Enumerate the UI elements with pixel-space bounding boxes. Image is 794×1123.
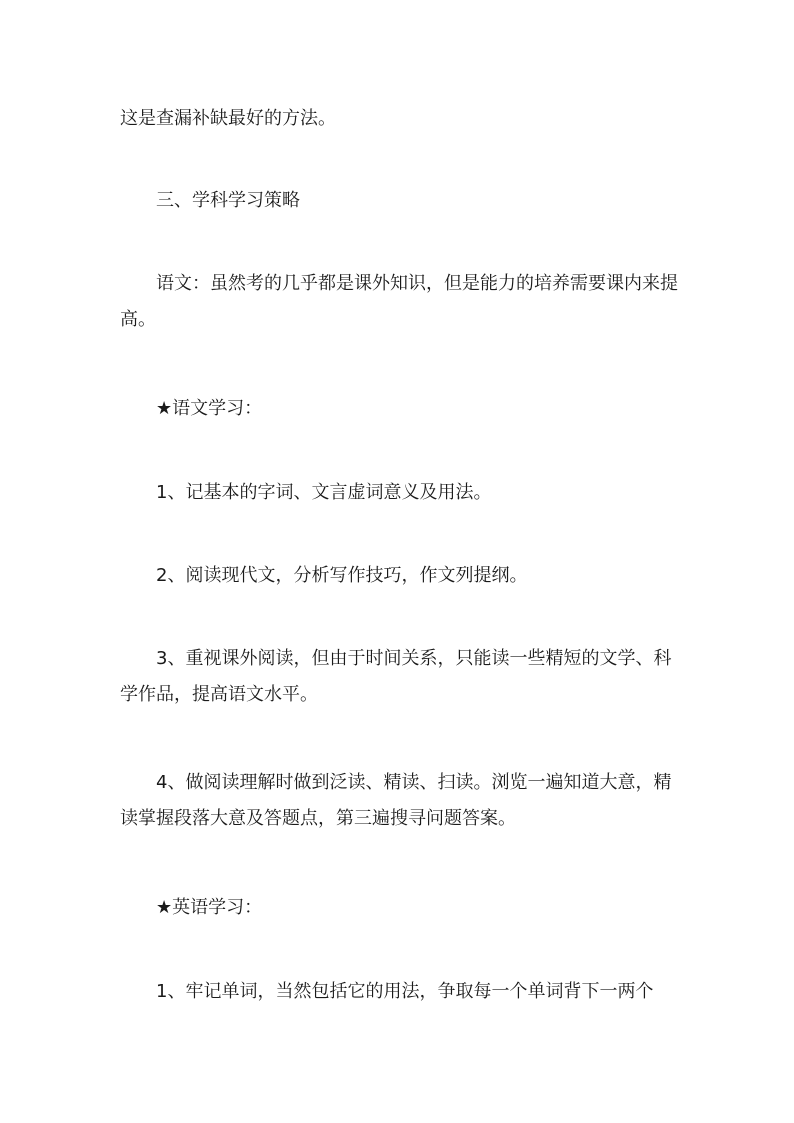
paragraph-chinese-intro: 语文：虽然考的几乎都是课外知识，但是能力的培养需要课内来提高。 xyxy=(120,273,678,330)
paragraph-continuation: 这是查漏补缺最好的方法。 xyxy=(120,108,336,129)
list-item-chinese-3: 3、重视课外阅读，但由于时间关系，只能读一些精短的文学、科学作品，提高语文水平。 xyxy=(120,648,672,705)
list-item-chinese-4: 4、做阅读理解时做到泛读、精读、扫读。浏览一遍知道大意，精读掌握段落大意及答题点，第三遍搜寻问题答案。 xyxy=(120,772,672,829)
list-item-chinese-1: 1、记基本的字词、文言虚词意义及用法。 xyxy=(156,482,492,503)
list-item-chinese-2: 2、阅读现代文，分析写作技巧，作文列提纲。 xyxy=(156,565,528,586)
subheading-chinese-study: ★语文学习： xyxy=(156,398,263,419)
section-heading: 三、学科学习策略 xyxy=(156,190,300,211)
list-item-english-1: 1、牢记单词，当然包括它的用法，争取每一个单词背下一两个 xyxy=(156,981,654,1002)
subheading-english-study: ★英语学习： xyxy=(156,897,263,918)
